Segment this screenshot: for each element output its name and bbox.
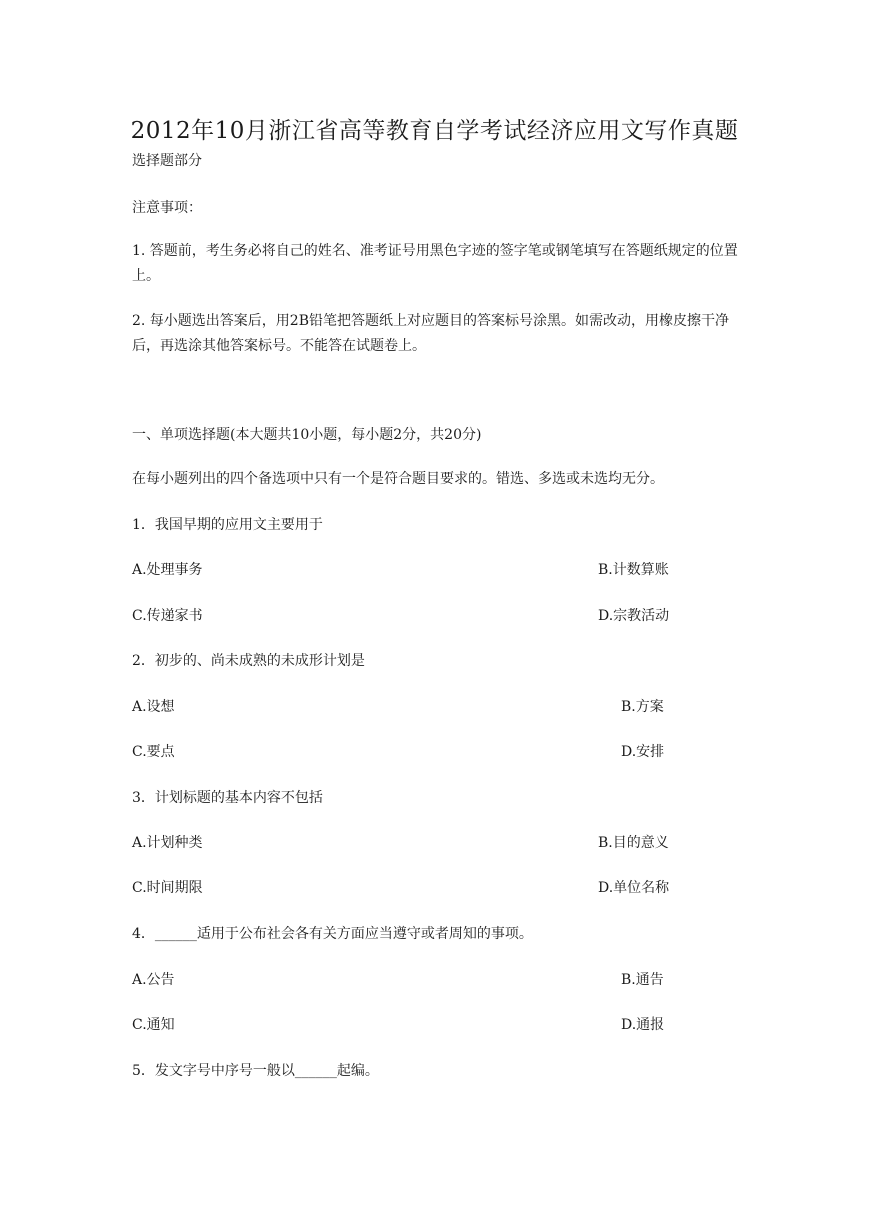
option-b: B.通告 (621, 972, 664, 988)
option-c: C.通知 (132, 1017, 175, 1033)
option-b: B.方案 (621, 699, 664, 715)
option-d: D.安排 (621, 744, 665, 760)
option-c: C.要点 (132, 744, 175, 760)
question-stem: 3．计划标题的基本内容不包括 (132, 790, 323, 806)
option-c: C.传递家书 (132, 608, 203, 624)
option-b: B.目的意义 (598, 835, 669, 851)
section-label: 选择题部分 (132, 153, 202, 169)
option-a: A.设想 (132, 699, 175, 715)
option-a: A.公告 (132, 972, 175, 988)
option-d: D.单位名称 (598, 880, 670, 896)
option-c: C.时间期限 (132, 880, 203, 896)
option-a: A.处理事务 (132, 562, 203, 578)
part-heading: 一、单项选择题(本大题共10小题，每小题2分，共20分) (132, 427, 482, 443)
option-a: A.计划种类 (132, 835, 203, 851)
question-stem: 2．初步的、尚未成熟的未成形计划是 (132, 653, 365, 669)
notice-item: 2. 每小题选出答案后，用2B铅笔把答题纸上对应题目的答案标号涂黑。如需改动，用橡皮擦干净后，再选涂其他答案标号。不能答在试题卷上。 (132, 313, 730, 354)
page-title: 2012年10月浙江省高等教育自学考试经济应用文写作真题 (130, 118, 739, 144)
notice-item: 1. 答题前，考生务必将自己的姓名、准考证号用黑色字迹的签字笔或钢笔填写在答题纸规定的位置上。 (132, 243, 738, 284)
question-stem: 5．发文字号中序号一般以______起编。 (132, 1063, 379, 1079)
option-b: B.计数算账 (598, 562, 669, 578)
question-stem: 4．______适用于公布社会各有关方面应当遵守或者周知的事项。 (132, 926, 533, 942)
notice-heading: 注意事项： (132, 200, 202, 216)
option-d: D.宗教活动 (598, 608, 670, 624)
option-d: D.通报 (621, 1017, 665, 1033)
question-stem: 1．我国早期的应用文主要用于 (132, 517, 323, 533)
part-instruction: 在每小题列出的四个备选项中只有一个是符合题目要求的。错选、多选或未选均无分。 (132, 471, 664, 487)
